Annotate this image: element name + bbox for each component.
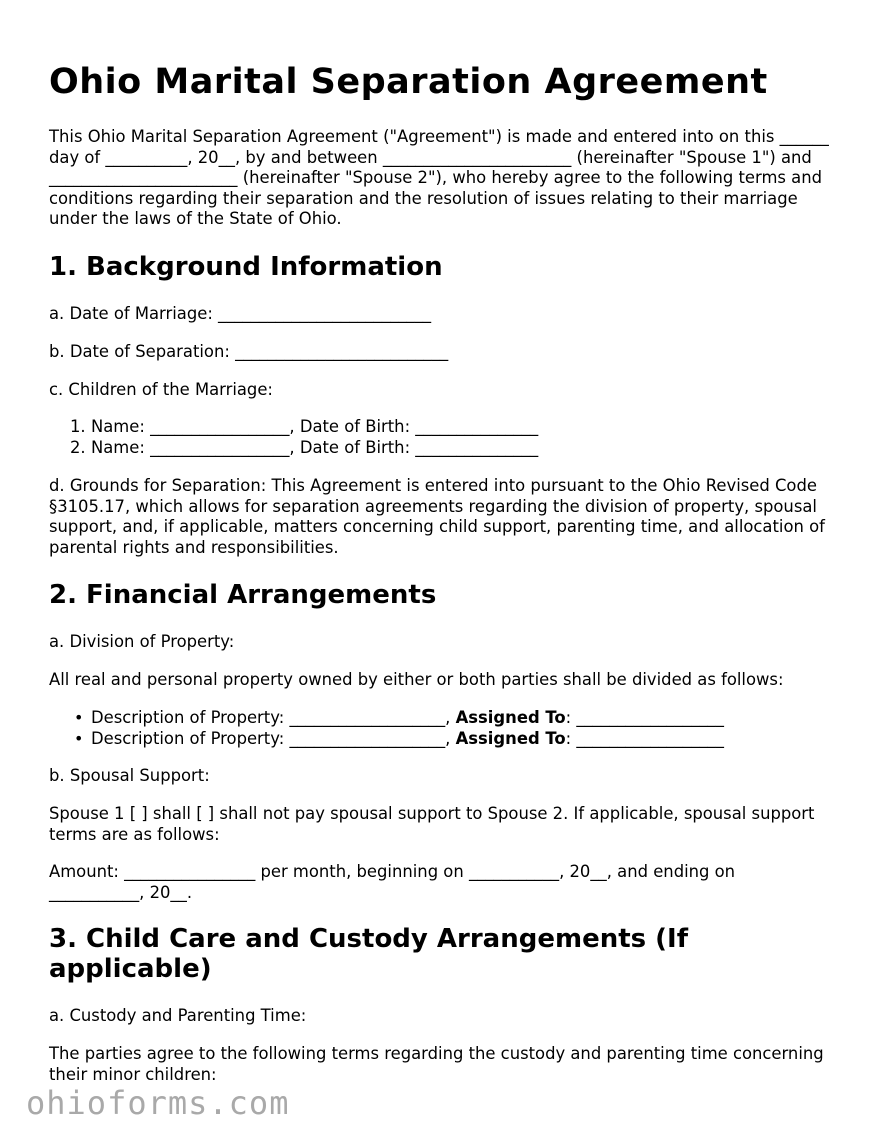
watermark-text: ohioforms.com <box>26 1084 290 1122</box>
list-number: 1. <box>70 417 86 436</box>
child-entry-1: Name: _________________, Date of Birth: _______________ <box>91 417 539 436</box>
bullet-icon: • <box>74 708 84 727</box>
list-item <box>49 708 829 729</box>
date-of-marriage-field: a. Date of Marriage: __________________________ <box>49 304 432 323</box>
assigned-to-value: : __________________ <box>565 708 724 727</box>
property-list <box>49 708 829 749</box>
child-entry-2: Name: _________________, Date of Birth: _______________ <box>91 437 539 457</box>
spousal-support-text: Spouse 1 [ ] shall [ ] shall not pay spousal support to Spouse 2. If applicable, spousal support terms are as follows: <box>49 804 815 844</box>
assigned-to-label: Assigned To <box>455 728 566 748</box>
assigned-to-label: Assigned To <box>455 708 566 727</box>
section-1-heading: 1. Background Information <box>49 252 443 282</box>
custody-text: The parties agree to the following terms regarding the custody and parenting time concerning their minor children: <box>49 1044 824 1084</box>
document-title: Ohio Marital Separation Agreement <box>49 62 768 102</box>
children-list <box>49 417 829 458</box>
division-text: All real and personal property owned by either or both parties shall be divided as follows: <box>49 670 784 689</box>
spousal-support-label: b. Spousal Support: <box>49 766 210 785</box>
list-number: 2. <box>70 437 86 457</box>
section-2-heading: 2. Financial Arrangements <box>49 580 437 610</box>
list-item <box>49 729 829 750</box>
custody-label: a. Custody and Parenting Time: <box>49 1006 307 1025</box>
list-item <box>49 417 829 438</box>
amount-text: Amount: ________________ per month, beginning on ___________, 20__, and ending on ___________, 20__. <box>49 862 736 902</box>
property-description: Description of Property: ___________________, <box>91 708 456 727</box>
property-description: Description of Property: ___________________, <box>91 728 456 748</box>
intro-paragraph: This Ohio Marital Separation Agreement ("Agreement") is made and entered into on this ______ day of __________, 20__, by and between _______________________ (hereinafter "Spouse 1") and _______________________ (hereinafter "Spouse 2"), who hereby agree to the following terms and conditions regarding their separation and the resolution of issues relating to their marriage under the laws of the State of Ohio. <box>49 127 829 229</box>
children-label: c. Children of the Marriage: <box>49 380 273 399</box>
date-of-separation-field: b. Date of Separation: __________________________ <box>49 342 449 361</box>
assigned-to-value: : __________________ <box>565 728 724 748</box>
bullet-icon: • <box>74 728 84 748</box>
grounds-paragraph: d. Grounds for Separation: This Agreement is entered into pursuant to the Ohio Revised Code §3105.17, which allows for separation agreements regarding the division of property, spousal support, and, if applicable, matters concerning child support, parenting time, and allocation of parental rights and responsibilities. <box>49 476 825 557</box>
list-item <box>49 438 829 459</box>
section-3-heading: 3. Child Care and Custody Arrangements (If applicable) <box>49 924 689 984</box>
division-label: a. Division of Property: <box>49 632 235 651</box>
